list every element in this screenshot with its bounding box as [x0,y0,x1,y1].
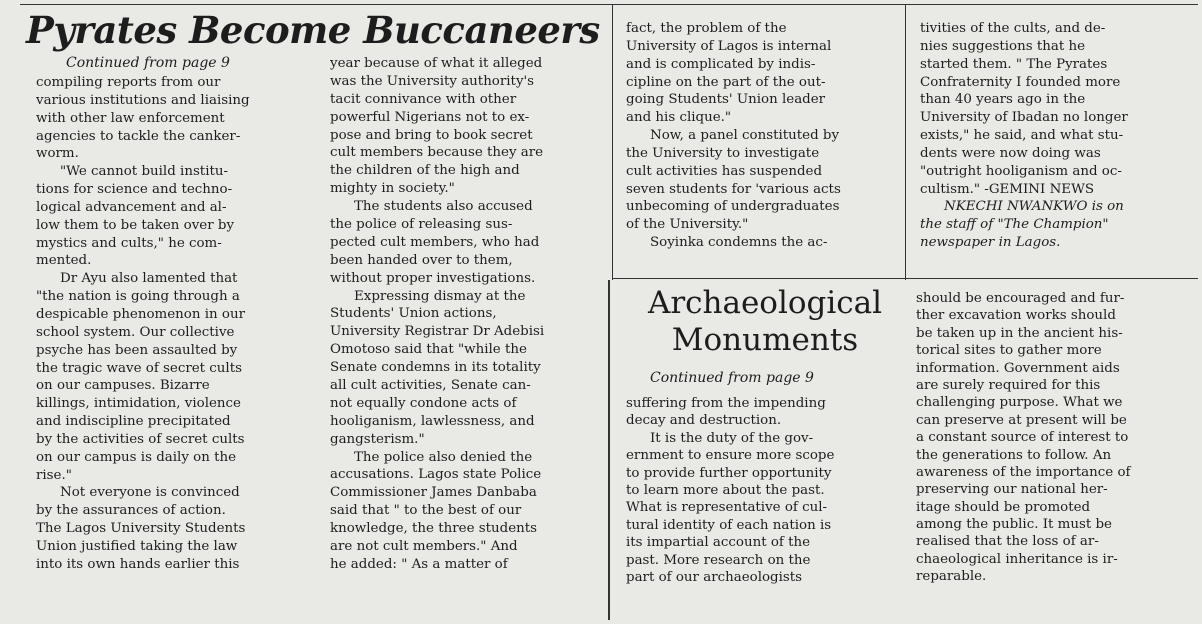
text-line: seven students for 'various acts [626,181,841,197]
text-line: fact, the problem of the [626,21,787,36]
text-line: into its own hands earlier this [36,556,240,572]
story1-column-2 [330,55,596,574]
text-line: University Registrar Dr Adebisi [330,324,545,340]
text-line: challenging purpose. What we [916,395,1123,411]
text-line: Senate condemns in its totality [330,360,541,376]
text-line: "We cannot build institu- [60,164,229,180]
text-line: University of Lagos is internal [626,38,832,54]
story1-column-1 [36,55,300,574]
text-line: the staff of "The Champion" [920,217,1109,233]
text-line: "the nation is going through a [36,289,240,305]
text-line: reparable. [916,569,987,585]
text-line: school system. Our collective [36,324,235,340]
text-line: rise." [36,467,72,483]
text-line: a constant source of interest to [916,430,1129,446]
story2-left-rule [608,280,610,620]
text-line: be taken up in the ancient his- [916,325,1123,341]
text-line: tions for science and techno- [36,182,233,198]
text-line: NKECHI NWANKWO is on [944,199,1124,215]
text-line: itage should be promoted [916,499,1091,515]
text-line: Students' Union actions, [330,306,497,322]
text-line: its impartial account of the [626,535,811,551]
text-line: cultism." -GEMINI NEWS [920,181,1094,197]
text-line: was the University authority's [330,73,535,89]
text-line: low them to be taken over by [36,217,235,233]
text-line: University of Ibadan no longer [920,110,1128,126]
text-line: Confraternity I founded more [920,74,1121,90]
text-line: chaeological inheritance is ir- [916,551,1118,567]
text-line: mystics and cults," he com- [36,235,222,251]
text-line: accusations. Lagos state Police [330,467,542,483]
text-line: Not everyone is convinced [60,485,240,501]
text-line: unbecoming of undergraduates [626,199,840,215]
text-line: on our campus is daily on the [36,449,237,465]
text-line: by the assurances of action. [36,503,226,519]
text-line: all cult activities, Senate can- [330,378,531,394]
text-line: exists," he said, and what stu- [920,128,1124,144]
text-line: Now, a panel constituted by [650,128,840,144]
text-line: should be encouraged and fur- [916,291,1125,306]
story1-column-3 [626,20,898,252]
text-line: The Lagos University Students [36,521,246,537]
column-rule-4 [905,4,906,280]
text-line: the generations to follow. An [916,447,1112,463]
text-line: torical sites to gather more [916,343,1102,359]
text-line: the University to investigate [626,145,820,161]
text-line: are not cult members." And [330,539,518,555]
text-line: information. Government aids [916,360,1120,376]
text-line: to provide further opportunity [626,465,832,481]
text-line: to learn more about the past. [626,482,825,498]
story2-headline-line-1: Archaeological [647,285,883,321]
story1-continued-note: Continued from page 9 [66,55,230,71]
text-line: What is representative of cul- [626,500,828,516]
text-line: realised that the loss of ar- [916,534,1099,550]
text-line: among the public. It must be [916,517,1112,533]
text-line: worm. [36,146,79,162]
text-line: tivities of the cults, and de- [920,21,1106,36]
text-line: and is complicated by indis- [626,56,816,72]
top-rule [20,4,1198,5]
text-line: awareness of the importance of [916,464,1131,480]
text-line: various institutions and liaising [36,92,250,108]
text-line: said that " to the best of our [330,503,522,519]
text-line: compiling reports from our [36,75,221,90]
text-line: ernment to ensure more scope [626,448,835,464]
text-line: The students also accused [354,199,533,215]
text-line: hooliganism, lawlessness, and [330,413,535,429]
text-line: suffering from the impending [626,396,826,411]
text-line: pected cult members, who had [330,234,540,250]
story-divider-rule [612,278,1198,279]
text-line: not equally condone acts of [330,395,517,411]
text-line: The police also denied the [354,449,533,465]
text-line: preserving our national her- [916,482,1108,498]
story1-column-4 [920,20,1188,252]
text-line: and indiscipline precipitated [36,414,231,430]
text-line: logical advancement and al- [36,199,227,215]
text-line: mented. [36,253,92,269]
text-line: newspaper in Lagos. [920,235,1061,251]
text-line: dents were now doing was [920,145,1101,161]
story2-headline [630,285,900,359]
text-line: started them. " The Pyrates [920,56,1108,72]
text-line: been handed over to them, [330,252,513,268]
text-line: It is the duty of the gov- [650,430,814,446]
story1-headline: Pyrates Become Buccaneers [26,8,600,52]
text-line: can preserve at present will be [916,412,1127,428]
text-line: despicable phenomenon in our [36,306,245,322]
column-rule-3 [612,4,613,280]
text-line: on our campuses. Bizarre [36,378,210,394]
text-line: Omotoso said that "while the [330,342,527,358]
text-line: Dr Ayu also lamented that [60,271,238,287]
text-line: agencies to tackle the canker- [36,128,241,144]
text-line: Commissioner James Danbaba [330,485,537,501]
text-line: with other law enforcement [36,110,225,126]
text-line: Soyinka condemns the ac- [650,235,828,251]
text-line: he added: " As a matter of [330,556,508,572]
text-line: powerful Nigerians not to ex- [330,109,530,125]
text-line: cipline on the part of the out- [626,74,826,90]
text-line: decay and destruction. [626,413,782,429]
story2-headline-line-2: Monuments [671,322,859,358]
text-line: gangsterism." [330,431,425,447]
text-line: than 40 years ago in the [920,92,1086,108]
text-line: pose and bring to book secret [330,127,533,143]
story2-continued-note: Continued from page 9 [650,370,814,386]
text-line: killings, intimidation, violence [36,396,241,412]
text-line: are surely required for this [916,377,1101,393]
text-line: tacit connivance with other [330,91,517,107]
story2-column-2 [916,290,1188,586]
text-line: psyche has been assaulted by [36,342,238,358]
text-line: the police of releasing sus- [330,217,513,233]
text-line: part of our archaeologists [626,569,803,585]
text-line: knowledge, the three students [330,521,537,537]
text-line: ther excavation works should [916,308,1116,324]
text-line: Union justified taking the law [36,538,238,554]
text-line: past. More research on the [626,552,811,568]
text-line: the children of the high and [330,163,520,179]
text-line: the tragic wave of secret cults [36,360,242,376]
text-line: of the University." [626,217,749,233]
story2-column-1 [626,370,898,586]
text-line: Expressing dismay at the [354,288,526,304]
text-line: mighty in society." [330,181,455,197]
text-line: nies suggestions that he [920,38,1086,54]
text-line: going Students' Union leader [626,92,826,108]
text-line: "outright hooliganism and oc- [920,163,1122,179]
text-line: without proper investigations. [330,270,536,286]
text-line: cult members because they are [330,145,544,161]
text-line: year because of what it alleged [330,56,543,71]
text-line: cult activities has suspended [626,163,823,179]
text-line: tural identity of each nation is [626,517,832,533]
text-line: by the activities of secret cults [36,431,245,447]
text-line: and his clique." [626,110,732,126]
